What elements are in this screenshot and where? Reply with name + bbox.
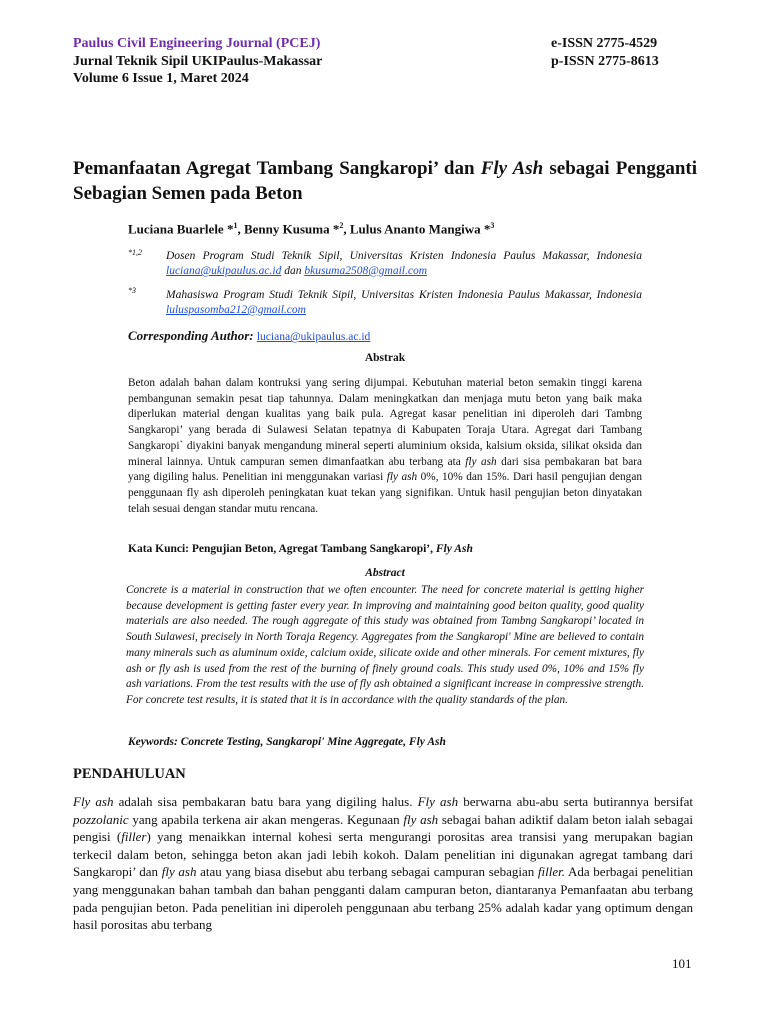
title-text: Pemanfaatan Agregat Tambang Sangkaropi’ dan xyxy=(73,158,481,179)
intro-italic-7: filler. xyxy=(537,864,565,880)
abstrak-text-3: 0%, 10% dan 15%. Dari hasil pengujian dengan penggunaan fly ash diperoleh peningkatan kuat tekan yang signifikan. Untuk hasil pengujian beton dinyatakan telah sesuai dengan standar mutu rencana. xyxy=(128,471,642,515)
intro-paragraph xyxy=(73,793,693,934)
author-2-sup: 2 xyxy=(339,221,344,230)
author-list xyxy=(128,221,494,237)
affiliation-1-joiner: dan xyxy=(281,265,305,277)
intro-text-6: atau yang biasa disebut abu terbang sebagai campuran sebagian xyxy=(196,864,538,880)
title-italic: Fly Ash xyxy=(480,158,544,179)
intro-italic-4: fly ash xyxy=(403,811,439,827)
abstrak-text-2: dari sisa pembakaran bat bara yang digiling halus. Penelitian ini menggunakan variasi xyxy=(128,455,642,484)
pissn: p-ISSN 2775-8613 xyxy=(551,54,659,69)
intro-italic-1: Fly ash xyxy=(73,794,114,809)
corresponding-label: Corresponding Author: xyxy=(128,328,257,343)
abstrak-heading: Abstrak xyxy=(364,352,406,364)
intro-text-1: adalah sisa pembakaran batu bara yang digiling halus. xyxy=(113,794,418,809)
abstract-body: Concrete is a material in construction that we often encounter. The need for concrete material is getting higher because development is getting faster every year. In improving and maintaining good beiton quality, good quality materials are also needed. The rough aggregate of this study was obtained from Tambng Sangkaropi’ located in South Sulawesi, precisely in North Toraja Regency. Aggregates from the Sangkaropi' Mine are believed to contain many minerals such as aluminum oxide, calcium oxide, silicate oxide and other minerals. For cement mixtures, fly ash or fly ash is used from the rest of the burning of finely ground coals. This study used 0%, 10% and 15% fly ash variations. From the test results with the use of fly ash obtained a significant increase in compressive strength. For concrete test results, it is stated that it is in accordance with the quality standards of the plan. xyxy=(126,584,644,706)
intro-italic-5: filler xyxy=(121,829,147,845)
page-number: 101 xyxy=(672,956,692,971)
keywords: Keywords: Concrete Testing, Sangkaropi' Mine Aggregate, Fly Ash xyxy=(128,736,446,748)
author-1: Luciana Buarlele * xyxy=(128,221,234,237)
abstrak-italic-2: fly ash xyxy=(386,471,418,484)
abstract-heading: Abstract xyxy=(365,567,405,579)
title-text-end: sebagai Pengganti Sebagian Semen pada Beton xyxy=(73,158,697,204)
intro-text-4: sebagai bahan adiktif dalam beton ialah sebagai pengisi ( xyxy=(73,811,693,845)
corresponding-email-link[interactable]: luciana@ukipaulus.ac.id xyxy=(256,331,371,343)
journal-volume: Volume 6 Issue 1, Maret 2024 xyxy=(73,71,249,86)
affiliation-1 xyxy=(166,249,642,279)
author-1-sup: 1 xyxy=(233,221,238,230)
eissn: e-ISSN 2775-4529 xyxy=(551,36,658,51)
section-heading-pendahuluan: PENDAHULUAN xyxy=(73,766,186,782)
kata-kunci-italic: Fly Ash xyxy=(435,543,473,555)
kata-kunci-label: Kata Kunci: Pengujian Beton, Agregat Tambang Sangkaropi’, xyxy=(128,543,436,555)
affiliation-1-text: Dosen Program Studi Teknik Sipil, Universitas Kristen Indonesia Paulus Makassar, Indonesia xyxy=(166,250,642,262)
author-3: , Lulus Ananto Mangiwa * xyxy=(343,221,491,237)
intro-text-2: berwarna abu-abu serta butirannya bersifat xyxy=(458,794,694,809)
affiliation-2-text: Mahasiswa Program Studi Teknik Sipil, Universitas Kristen Indonesia Paulus Makassar, Indonesia xyxy=(166,289,642,301)
intro-text-3: yang apabila terkena air akan mengeras. Kegunaan xyxy=(128,811,404,827)
email-link-2[interactable]: bkusuma2508@gmail.com xyxy=(304,265,428,277)
author-3-sup: 3 xyxy=(490,221,495,230)
intro-italic-2: Fly ash xyxy=(417,794,459,809)
email-link-1[interactable]: luciana@ukipaulus.ac.id xyxy=(166,265,282,277)
intro-italic-3: pozzolanic xyxy=(73,811,129,827)
email-link-3[interactable]: luluspasomba212@gmail.com xyxy=(166,304,306,316)
affiliation-mark-2: *3 xyxy=(128,286,136,295)
intro-text-5: ) yang menaikkan internal kohesi serta mengurangi porositas area transisi yang merupakan bagian terkecil dalam beton, sehingga beton akan jadi lebih kokoh. Dalam penelitian ini digunakan agregat tambang dari Sangkaropi’ dan xyxy=(73,829,693,880)
affiliation-2 xyxy=(166,288,642,318)
paper-title xyxy=(73,156,697,206)
abstrak-text-1: Beton adalah bahan dalam kontruksi yang sering dijumpai. Kebutuhan material beton semakin tinggi karena pembangunan semakin pesat tiap tahunnya. Dalam meningkatkan dan menjaga mutu beton yang baik maka diperlukan material dengan kualitas yang baik pula. Agregat kasar penelitian ini diperoleh dari Tambng Sangkaropi’ yang berada di Sulawesi Selatan tepatnya di Kabupaten Toraja Utara. Agregat dari Tambang Sangkaropi` diyakini banyak mengandung mineral seperti aluminium oksida, kalsium oksida, silikat oksida dan mineral lainnya. Untuk campuran semen dimanfaatkan abu terbang ata xyxy=(128,377,642,468)
intro-text-7: Ada berbagai penelitian yang menggunakan bahan tambah dan bahan pengganti dalam campuran beton, diantaranya Pemanfaatan abu terbang pada pengujian beton. Pada penelitian ini diperoleh penggunaan abu terbang 25% adalah kadar yang optimum dengan hasil porositas abu terbang xyxy=(73,864,693,933)
journal-subtitle: Jurnal Teknik Sipil UKIPaulus-Makassar xyxy=(73,54,323,69)
kata-kunci xyxy=(128,543,473,555)
intro-italic-6: fly ash xyxy=(161,864,197,880)
affiliation-mark-1: *1,2 xyxy=(128,248,142,257)
author-2: , Benny Kusuma * xyxy=(237,221,340,237)
abstrak-italic-1: fly ash xyxy=(465,455,497,468)
abstrak-body xyxy=(128,376,642,517)
corresponding-author xyxy=(128,328,370,344)
journal-name: Paulus Civil Engineering Journal (PCEJ) xyxy=(73,36,321,51)
